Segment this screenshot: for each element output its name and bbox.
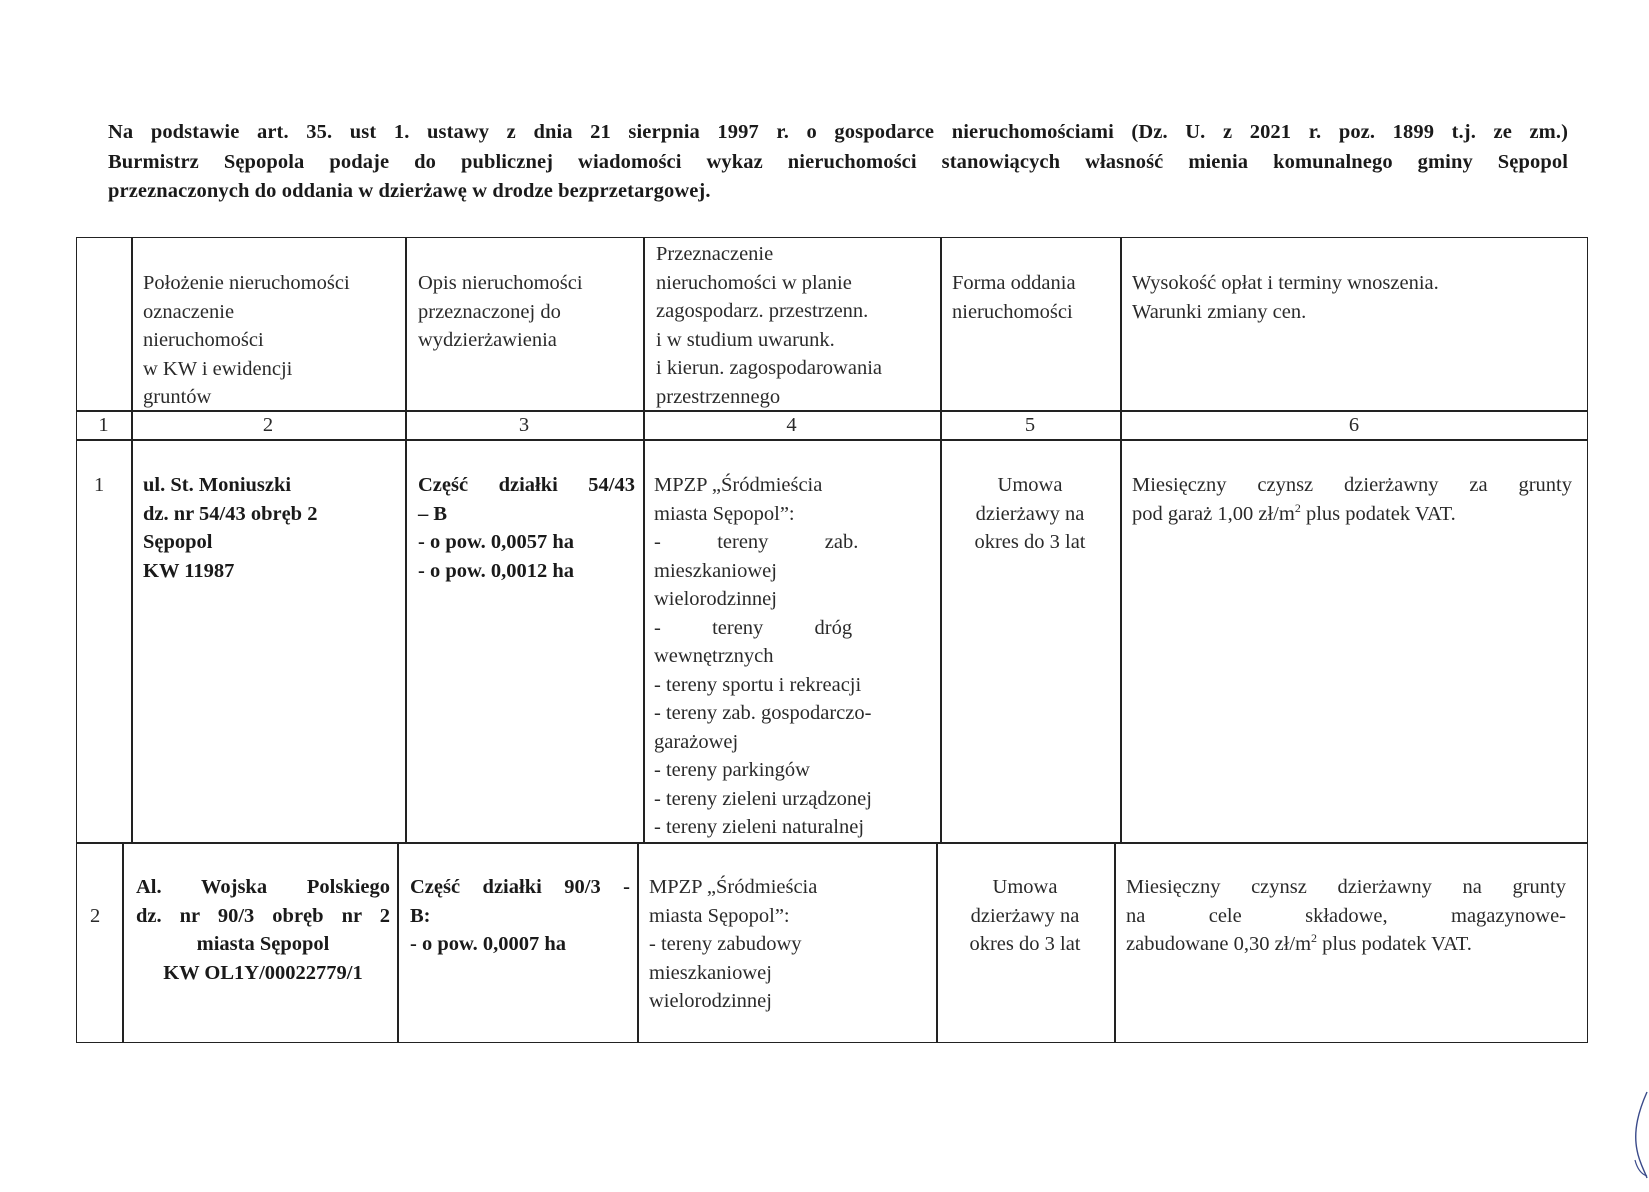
location-line: ul. St. Moniuszki <box>143 474 292 496</box>
form-line: dzierżawy na <box>975 502 1085 525</box>
location-line: dz. nr 90/3 obręb nr 2 <box>136 904 390 927</box>
purpose-line: - tereny parkingów <box>654 759 810 781</box>
description-line: – B <box>418 502 448 525</box>
form-line: Umowa <box>997 474 1063 496</box>
row-1-purpose <box>654 471 930 842</box>
col-divider-3-upper <box>643 237 645 842</box>
fees-superscript: 2 <box>1311 931 1318 946</box>
col-divider-2-lower <box>397 842 399 1043</box>
column-number: 6 <box>1348 414 1360 436</box>
header-form <box>952 269 1118 326</box>
form-line: dzierżawy na <box>970 904 1080 927</box>
column-number: 2 <box>262 414 274 436</box>
header-form-line: nieruchomości <box>952 300 1073 323</box>
purpose-line: miasta Sępopol”: <box>649 904 790 927</box>
purpose-line: garażowej <box>654 730 739 753</box>
purpose-line: wielorodzinnej <box>649 990 772 1012</box>
description-line: Część działki 90/3 - <box>410 876 630 898</box>
header-purpose-line: i w studium uwarunk. <box>656 328 835 351</box>
row-1-number: 1 <box>94 474 105 496</box>
purpose-line: - tereny sportu i rekreacji <box>654 673 862 696</box>
column-number: 5 <box>1024 414 1036 436</box>
description-line: Część działki 54/43 <box>418 474 635 496</box>
description-line: - o pow. 0,0007 ha <box>410 933 567 955</box>
row-2-description <box>410 873 630 959</box>
col-divider-5-lower <box>1114 842 1116 1043</box>
header-line-1: Na podstawie art. 35. ust 1. ustawy z dnia 21 sierpnia 1997 r. o gospodarce nieruchomościami (Dz. U. z 2021 r. poz. 1899 t.j. ze zm.) <box>108 121 1568 143</box>
description-line: - o pow. 0,0012 ha <box>418 559 575 582</box>
row-2-purpose <box>649 873 929 1016</box>
fees-text: pod garaż 1,00 zł/m <box>1132 502 1295 525</box>
row-1-bottom-rule <box>76 842 1588 844</box>
purpose-line: miasta Sępopol”: <box>654 502 795 525</box>
fees-line: Miesięczny czynsz dzierżawny za grunty <box>1132 474 1572 496</box>
column-number: 4 <box>786 414 797 436</box>
column-number: 3 <box>518 414 530 436</box>
column-numbers-bottom-rule <box>76 439 1588 441</box>
purpose-line: - tereny dróg <box>654 616 853 639</box>
fees-text: zabudowane 0,30 zł/m <box>1126 933 1312 955</box>
header-purpose-line: nieruchomości w planie <box>656 271 852 294</box>
purpose-line: - tereny zieleni naturalnej <box>654 816 865 838</box>
header-fees-line: Warunki zmiany cen. <box>1132 300 1307 323</box>
location-line: KW 11987 <box>143 559 235 582</box>
row-2-fees <box>1126 873 1566 959</box>
form-line: okres do 3 lat <box>969 933 1081 955</box>
fees-line <box>1132 500 1572 529</box>
row-1-form <box>940 471 1120 557</box>
fees-line: na cele składowe, magazynowe- <box>1126 904 1566 927</box>
header-line-3: przeznaczonych do oddania w dzierżawę w drodze bezprzetargowej. <box>108 180 711 202</box>
purpose-line: - tereny zabudowy <box>649 933 802 955</box>
form-line: okres do 3 lat <box>974 531 1086 553</box>
pen-mark-icon <box>1627 1090 1649 1180</box>
location-line: dz. nr 54/43 obręb 2 <box>143 502 318 525</box>
header-purpose-line: Przeznaczenie <box>656 243 774 265</box>
description-line: - o pow. 0,0057 ha <box>418 531 575 553</box>
col-divider-2-upper <box>405 237 407 842</box>
location-line: KW OL1Y/00022779/1 <box>163 961 363 984</box>
purpose-line: mieszkaniowej <box>654 559 777 582</box>
location-line: Al. Wojska Polskiego <box>136 876 390 898</box>
fees-line <box>1126 930 1566 959</box>
header-location-line: oznaczenie <box>143 300 235 323</box>
purpose-line: mieszkaniowej <box>649 961 772 984</box>
row-1-location <box>143 471 401 585</box>
fees-text: plus podatek VAT. <box>1300 502 1456 525</box>
purpose-line: MPZP „Śródmieścia <box>654 474 823 496</box>
header-fees <box>1132 269 1572 326</box>
location-line: miasta Sępopol <box>196 933 330 955</box>
row-2-form <box>936 873 1114 959</box>
header-form-line: Forma oddania <box>952 272 1076 294</box>
fees-line: Miesięczny czynsz dzierżawny na grunty <box>1126 876 1566 898</box>
row-2-number: 2 <box>90 905 101 927</box>
header-location-line: Położenie nieruchomości <box>143 272 350 294</box>
col-divider-5-upper <box>1120 237 1122 842</box>
col-divider-1-upper <box>131 237 133 842</box>
row-2-location <box>136 873 390 987</box>
header-location-line: w KW i ewidencji <box>143 357 293 380</box>
purpose-line: wielorodzinnej <box>654 588 777 610</box>
header-purpose-line: zagospodarz. przestrzenn. <box>656 300 869 322</box>
column-number: 1 <box>98 414 109 436</box>
row-1-description <box>418 471 635 585</box>
location-line: Sępopol <box>143 531 213 553</box>
purpose-line: - tereny zab. <box>654 531 859 553</box>
fees-superscript: 2 <box>1294 500 1301 515</box>
header-description-line: przeznaczonej do <box>418 300 561 323</box>
header-location-line: gruntów <box>143 386 212 408</box>
row-1-fees <box>1132 471 1572 528</box>
header-description-line: Opis nieruchomości <box>418 272 583 294</box>
purpose-line: wewnętrznych <box>654 645 774 667</box>
form-line: Umowa <box>992 876 1058 898</box>
announcement-header <box>108 118 1568 207</box>
header-location-line: nieruchomości <box>143 329 264 351</box>
header-line-2: Burmistrz Sępopola podaje do publicznej wiadomości wykaz nieruchomości stanowiących własność mienia komunalnego gminy Sępopol <box>108 150 1568 173</box>
header-description <box>418 269 640 355</box>
description-line: B: <box>410 904 431 927</box>
col-divider-3-lower <box>637 842 639 1043</box>
purpose-line: - tereny zab. gospodarczo- <box>654 702 872 724</box>
header-purpose <box>656 240 938 411</box>
header-location <box>143 269 401 412</box>
fees-text: plus podatek VAT. <box>1317 933 1472 955</box>
purpose-line: MPZP „Śródmieścia <box>649 876 818 898</box>
header-description-line: wydzierżawienia <box>418 329 557 351</box>
purpose-line: - tereny zieleni urządzonej <box>654 787 872 810</box>
header-purpose-line: i kierun. zagospodarowania <box>656 357 882 379</box>
header-fees-line: Wysokość opłat i terminy wnoszenia. <box>1132 272 1439 294</box>
col-divider-1-lower <box>122 842 124 1043</box>
header-purpose-line: przestrzennego <box>656 385 781 408</box>
